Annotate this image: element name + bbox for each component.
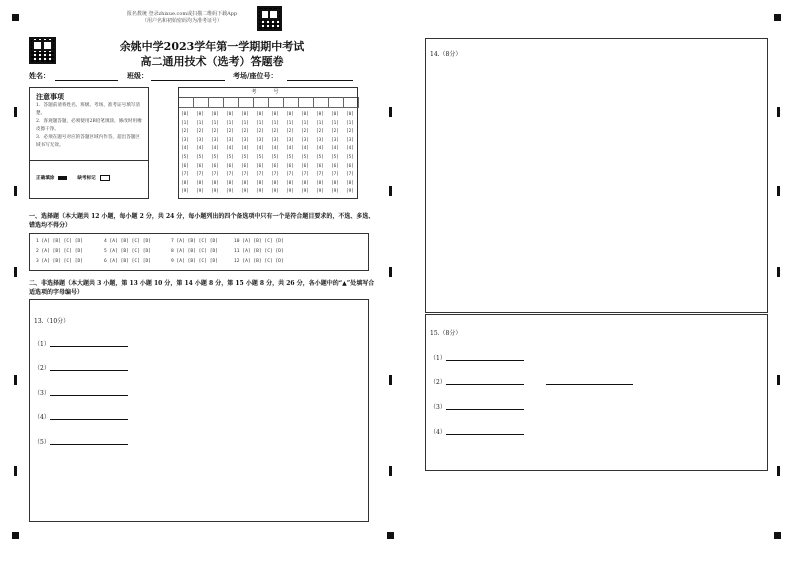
q13-answer-line-5[interactable] — [50, 444, 128, 445]
q15-answer-line-1[interactable] — [446, 360, 524, 361]
timing-mark — [14, 466, 17, 476]
exam-digit-bubble[interactable]: [0] — [211, 112, 219, 117]
choice-question-bubbles[interactable]: 12 [A] [B] [C] [D] — [234, 259, 284, 264]
registration-mark — [12, 14, 19, 21]
fill-legend — [36, 175, 110, 181]
notice-item: 3．必须在题号对应的答题区域内作答，超出答题区域书写无效。 — [36, 135, 140, 148]
exam-digit-bubble[interactable]: [6] — [286, 163, 294, 169]
timing-mark — [14, 107, 17, 117]
absent-mark-label: 缺考标记 — [77, 176, 96, 181]
exam-digit-bubble[interactable]: [7] — [181, 172, 189, 178]
exam-digit-bubble[interactable]: [8] — [331, 180, 339, 186]
exam-digit-bubble[interactable]: [8] — [286, 180, 294, 186]
timing-mark — [389, 375, 392, 385]
exam-digit-bubble[interactable]: [1] — [316, 120, 324, 126]
q13-row-3: （3） — [34, 390, 50, 397]
exam-digit-bubble[interactable]: [4] — [286, 146, 294, 152]
choice-question-bubbles[interactable]: 2 [A] [B] [C] [D] — [36, 249, 84, 254]
q13-label: 13.（10分） — [34, 318, 70, 325]
exam-digit-bubble[interactable]: [6] — [181, 163, 189, 169]
q15-answer-line-2b[interactable] — [546, 384, 633, 385]
exam-digit-bubble[interactable]: [1] — [256, 120, 264, 126]
exam-number-write-cell[interactable] — [239, 97, 254, 108]
notice-title: 注意事项 — [36, 92, 64, 101]
exam-digit-bubble[interactable]: [3] — [256, 137, 264, 143]
choice-question-bubbles[interactable]: 7 [A] [B] [C] [D] — [171, 239, 219, 244]
exam-digit-bubble[interactable]: [9] — [226, 189, 234, 195]
notice-divider — [30, 160, 148, 161]
exam-digit-bubble[interactable]: [1] — [211, 120, 219, 126]
exam-digit-bubble[interactable]: [8] — [316, 180, 324, 186]
timing-mark — [389, 267, 392, 277]
name-field[interactable] — [55, 80, 118, 81]
exam-digit-bubble[interactable]: [9] — [331, 189, 339, 195]
exam-digit-bubble[interactable]: [2] — [286, 129, 294, 135]
fill-correct-label: 正确填涂 — [36, 176, 55, 181]
timing-mark — [777, 107, 780, 117]
notice-items — [36, 102, 142, 150]
exam-digit-bubble[interactable]: [0] — [226, 112, 234, 117]
qr-code-icon — [29, 37, 56, 64]
q15-answer-box[interactable] — [425, 314, 768, 471]
notice-item: 2．客观题答题，必须使用2B铅笔填涂，修改时用橡皮擦干净。 — [36, 119, 142, 132]
exam-digit-bubble[interactable]: [2] — [331, 129, 339, 135]
q15-answer-line-2a[interactable] — [446, 384, 524, 385]
exam-digit-bubble[interactable]: [3] — [241, 137, 249, 143]
exam-digit-bubble[interactable]: [6] — [241, 163, 249, 169]
choice-question-bubbles[interactable]: 8 [A] [B] [C] [D] — [171, 249, 219, 254]
choice-question-bubbles[interactable]: 5 [A] [B] [C] [D] — [104, 249, 152, 254]
exam-digit-bubble[interactable]: [7] — [196, 172, 204, 178]
exam-digit-bubble[interactable]: [5] — [196, 155, 204, 160]
exam-digit-bubble[interactable]: [3] — [181, 137, 189, 143]
exam-digit-bubble[interactable]: [7] — [256, 172, 264, 178]
exam-digit-bubble[interactable]: [1] — [331, 120, 339, 126]
exam-digit-bubble[interactable]: [2] — [256, 129, 264, 135]
choice-question-bubbles[interactable]: 1 [A] [B] [C] [D] — [36, 239, 84, 244]
exam-digit-bubble[interactable]: [8] — [301, 180, 309, 186]
exam-digit-bubble[interactable]: [9] — [316, 189, 324, 195]
exam-digit-bubble[interactable]: [3] — [211, 137, 219, 143]
exam-digit-bubble[interactable]: [0] — [241, 112, 249, 117]
timing-mark — [14, 375, 17, 385]
registration-mark — [774, 532, 781, 539]
exam-number-write-cell[interactable] — [284, 97, 299, 108]
exam-number-write-cell[interactable] — [329, 97, 344, 108]
exam-digit-bubble[interactable]: [2] — [181, 129, 189, 135]
exam-digit-bubble[interactable]: [2] — [226, 129, 234, 135]
exam-digit-bubble[interactable]: [9] — [346, 189, 354, 195]
exam-digit-bubble[interactable]: [1] — [286, 120, 294, 126]
exam-digit-bubble[interactable]: [5] — [271, 155, 279, 160]
exam-number-write-cell[interactable] — [344, 97, 359, 108]
timing-mark — [389, 186, 392, 196]
exam-digit-bubble[interactable]: [3] — [346, 137, 354, 143]
exam-digit-bubble[interactable]: [7] — [211, 172, 219, 178]
q15-label: 15.（8分） — [430, 330, 462, 337]
filled-mark-icon — [58, 176, 67, 180]
q15-row-4: （4） — [430, 429, 446, 436]
exam-digit-bubble[interactable]: [5] — [241, 155, 249, 160]
timing-mark — [777, 466, 780, 476]
room-seat-field[interactable] — [287, 80, 353, 81]
exam-digit-bubble[interactable]: [4] — [181, 146, 189, 152]
q15-answer-line-4[interactable] — [446, 434, 524, 435]
exam-digit-bubble[interactable]: [1] — [271, 120, 279, 126]
exam-digit-bubble[interactable]: [7] — [271, 172, 279, 178]
choice-question-bubbles[interactable]: 6 [A] [B] [C] [D] — [104, 259, 152, 264]
exam-digit-bubble[interactable]: [2] — [271, 129, 279, 135]
exam-digit-bubble[interactable]: [4] — [241, 146, 249, 152]
exam-digit-bubble[interactable]: [8] — [271, 180, 279, 186]
exam-digit-bubble[interactable]: [5] — [226, 155, 234, 160]
q13-answer-line-2[interactable] — [50, 370, 128, 371]
timing-mark — [777, 375, 780, 385]
exam-digit-bubble[interactable]: [3] — [331, 137, 339, 143]
exam-digit-bubble[interactable]: [8] — [241, 180, 249, 186]
section2-title: 二、非选择题（本大题共 3 小题，第 13 小题 10 分，第 14 小题 8 分，第 15 小题 8 分，共 26 分，各小题中的“▲”处填写合适选项的字母编号） — [29, 280, 375, 296]
registration-mark — [12, 532, 19, 539]
exam-digit-bubble[interactable]: [6] — [346, 163, 354, 169]
exam-digit-bubble[interactable]: [1] — [181, 120, 189, 126]
q13-row-5: （5） — [34, 439, 50, 446]
exam-digit-bubble[interactable]: [9] — [271, 189, 279, 195]
exam-digit-bubble[interactable]: [6] — [301, 163, 309, 169]
exam-digit-bubble[interactable]: [6] — [271, 163, 279, 169]
exam-number-write-cell[interactable] — [269, 97, 284, 108]
q15-row-2: （2） — [430, 379, 446, 386]
exam-digit-bubble[interactable]: [6] — [316, 163, 324, 169]
q15-row-3: （3） — [430, 404, 446, 411]
class-label: 班级： — [127, 71, 148, 80]
notice-item: 1．答题前请将姓名、班级、考场、准考证号填写清楚。 — [36, 103, 140, 116]
room-seat-label: 考场/座位号： — [233, 71, 278, 80]
exam-digit-bubble[interactable]: [5] — [256, 155, 264, 160]
exam-digit-bubble[interactable]: [5] — [211, 155, 219, 160]
exam-digit-bubble[interactable]: [9] — [256, 189, 264, 195]
exam-digit-bubble[interactable]: [1] — [301, 120, 309, 126]
exam-number-write-cell[interactable] — [179, 97, 194, 108]
exam-digit-bubble[interactable]: [4] — [256, 146, 264, 152]
exam-number-write-cell[interactable] — [224, 97, 239, 108]
exam-digit-bubble[interactable]: [2] — [196, 129, 204, 135]
exam-number-write-cell[interactable] — [314, 97, 329, 108]
exam-digit-bubble[interactable]: [9] — [181, 189, 189, 195]
exam-digit-bubble[interactable]: [6] — [226, 163, 234, 169]
exam-digit-bubble[interactable]: [4] — [316, 146, 324, 152]
exam-digit-bubble[interactable]: [3] — [226, 137, 234, 143]
exam-digit-bubble[interactable]: [1] — [196, 120, 204, 126]
exam-digit-bubble[interactable]: [9] — [196, 189, 204, 195]
q13-answer-line-3[interactable] — [50, 395, 128, 396]
q13-row-2: （2） — [34, 365, 50, 372]
exam-digit-bubble[interactable]: [2] — [301, 129, 309, 135]
exam-digit-bubble[interactable]: [2] — [346, 129, 354, 135]
exam-digit-bubble[interactable]: [3] — [286, 137, 294, 143]
exam-digit-bubble[interactable]: [1] — [241, 120, 249, 126]
q15-row-1: （1） — [430, 355, 446, 362]
registration-mark — [774, 14, 781, 21]
exam-digit-bubble[interactable]: [8] — [196, 180, 204, 186]
exam-digit-bubble[interactable]: [0] — [331, 112, 339, 117]
timing-mark — [777, 267, 780, 277]
exam-digit-bubble[interactable]: [2] — [211, 129, 219, 135]
exam-digit-bubble[interactable]: [5] — [301, 155, 309, 160]
exam-digit-bubble[interactable]: [3] — [301, 137, 309, 143]
exam-number-write-cell[interactable] — [194, 97, 209, 108]
q14-label: 14.（8分） — [430, 51, 462, 58]
exam-digit-bubble[interactable]: [3] — [271, 137, 279, 143]
timing-mark — [777, 186, 780, 196]
page-title: 余姚中学2023学年第一学期期中考试 — [119, 40, 305, 53]
q15-answer-line-3[interactable] — [446, 409, 524, 410]
exam-digit-bubble[interactable]: [8] — [181, 180, 189, 186]
exam-number-write-cell[interactable] — [254, 97, 269, 108]
exam-digit-bubble[interactable]: [7] — [316, 172, 324, 178]
choice-question-bubbles[interactable]: 11 [A] [B] [C] [D] — [234, 249, 284, 254]
registration-mark — [387, 532, 394, 539]
exam-digit-bubble[interactable]: [6] — [256, 163, 264, 169]
exam-digit-bubble[interactable]: [4] — [301, 146, 309, 152]
choice-answer-box — [29, 233, 369, 271]
scan-instruction: 报名教统 登录zhixue.com或扫描二维码下载App — [126, 11, 238, 17]
exam-digit-bubble[interactable]: [5] — [181, 155, 189, 160]
q14-answer-box[interactable] — [425, 38, 768, 313]
exam-digit-bubble[interactable]: [4] — [226, 146, 234, 152]
exam-digit-bubble[interactable]: [4] — [211, 146, 219, 152]
exam-digit-bubble[interactable]: [8] — [226, 180, 234, 186]
qr-code-icon — [257, 6, 282, 31]
page-subtitle: 高二通用技术（选考）答题卷 — [140, 55, 284, 68]
exam-digit-bubble[interactable]: [8] — [346, 180, 354, 186]
exam-digit-bubble[interactable]: [5] — [331, 155, 339, 160]
exam-digit-bubble[interactable]: [0] — [301, 112, 309, 117]
exam-digit-bubble[interactable]: [4] — [331, 146, 339, 152]
exam-digit-bubble[interactable]: [1] — [346, 120, 354, 126]
q13-row-4: （4） — [34, 414, 50, 421]
exam-digit-bubble[interactable]: [0] — [196, 112, 204, 117]
exam-digit-bubble[interactable]: [4] — [271, 146, 279, 152]
exam-digit-bubble[interactable]: [8] — [211, 180, 219, 186]
exam-digit-bubble[interactable]: [0] — [181, 112, 189, 117]
exam-digit-bubble[interactable]: [0] — [316, 112, 324, 117]
section1-title: 一、选择题（本大题共 12 小题，每小题 2 分，共 24 分，每小题列出的四个备选项中只有一个是符合题目要求的，不选、多选、错选均不得分） — [29, 213, 375, 229]
exam-digit-bubble[interactable]: [9] — [211, 189, 219, 195]
exam-digit-bubble[interactable]: [0] — [286, 112, 294, 117]
exam-digit-bubble[interactable]: [7] — [226, 172, 234, 178]
choice-question-bubbles[interactable]: 3 [A] [B] [C] [D] — [36, 259, 84, 264]
q13-answer-box[interactable] — [29, 299, 369, 522]
exam-digit-bubble[interactable]: [9] — [286, 189, 294, 195]
exam-digit-bubble[interactable]: [2] — [316, 129, 324, 135]
q13-answer-line-4[interactable] — [50, 419, 128, 420]
exam-number-grid — [178, 87, 358, 199]
exam-digit-bubble[interactable]: [6] — [211, 163, 219, 169]
exam-digit-bubble[interactable]: [8] — [256, 180, 264, 186]
choice-question-bubbles[interactable]: 4 [A] [B] [C] [D] — [104, 239, 152, 244]
timing-mark — [14, 186, 17, 196]
exam-digit-bubble[interactable]: [3] — [316, 137, 324, 143]
exam-digit-bubble[interactable]: [4] — [196, 146, 204, 152]
exam-number-header: 考 号 — [179, 88, 357, 98]
exam-digit-bubble[interactable]: [3] — [196, 137, 204, 143]
exam-digit-bubble[interactable]: [7] — [331, 172, 339, 178]
exam-digit-bubble[interactable]: [0] — [256, 112, 264, 117]
timing-mark — [14, 267, 17, 277]
exam-number-write-cell[interactable] — [209, 97, 224, 108]
exam-digit-bubble[interactable]: [5] — [346, 155, 354, 160]
exam-digit-bubble[interactable]: [7] — [346, 172, 354, 178]
exam-digit-bubble[interactable]: [6] — [196, 163, 204, 169]
exam-number-write-cell[interactable] — [299, 97, 314, 108]
notice-box — [29, 87, 149, 199]
absent-mark-box[interactable] — [100, 175, 110, 181]
q13-row-1: （1） — [34, 341, 50, 348]
exam-digit-bubble[interactable]: [4] — [346, 146, 354, 152]
choice-question-bubbles[interactable]: 9 [A] [B] [C] [D] — [171, 259, 219, 264]
choice-question-bubbles[interactable]: 10 [A] [B] [C] [D] — [234, 239, 284, 244]
exam-digit-bubble[interactable]: [5] — [286, 155, 294, 160]
exam-digit-bubble[interactable]: [2] — [241, 129, 249, 135]
exam-digit-bubble[interactable]: [9] — [241, 189, 249, 195]
name-label: 姓名： — [29, 71, 50, 80]
exam-digit-bubble[interactable]: [0] — [346, 112, 354, 117]
timing-mark — [389, 107, 392, 117]
exam-digit-bubble[interactable]: [7] — [301, 172, 309, 178]
exam-digit-bubble[interactable]: [6] — [331, 163, 339, 169]
exam-digit-bubble[interactable]: [7] — [241, 172, 249, 178]
exam-digit-bubble[interactable]: [1] — [226, 120, 234, 126]
exam-digit-bubble[interactable]: [5] — [316, 155, 324, 160]
timing-mark — [389, 466, 392, 476]
exam-digit-bubble[interactable]: [7] — [286, 172, 294, 178]
q13-answer-line-1[interactable] — [50, 346, 128, 347]
scan-instruction-note: （用户名和初始密码均为准考证号） — [141, 18, 222, 24]
class-field[interactable] — [151, 80, 225, 81]
exam-digit-bubble[interactable]: [0] — [271, 112, 279, 117]
exam-digit-bubble[interactable]: [9] — [301, 189, 309, 195]
